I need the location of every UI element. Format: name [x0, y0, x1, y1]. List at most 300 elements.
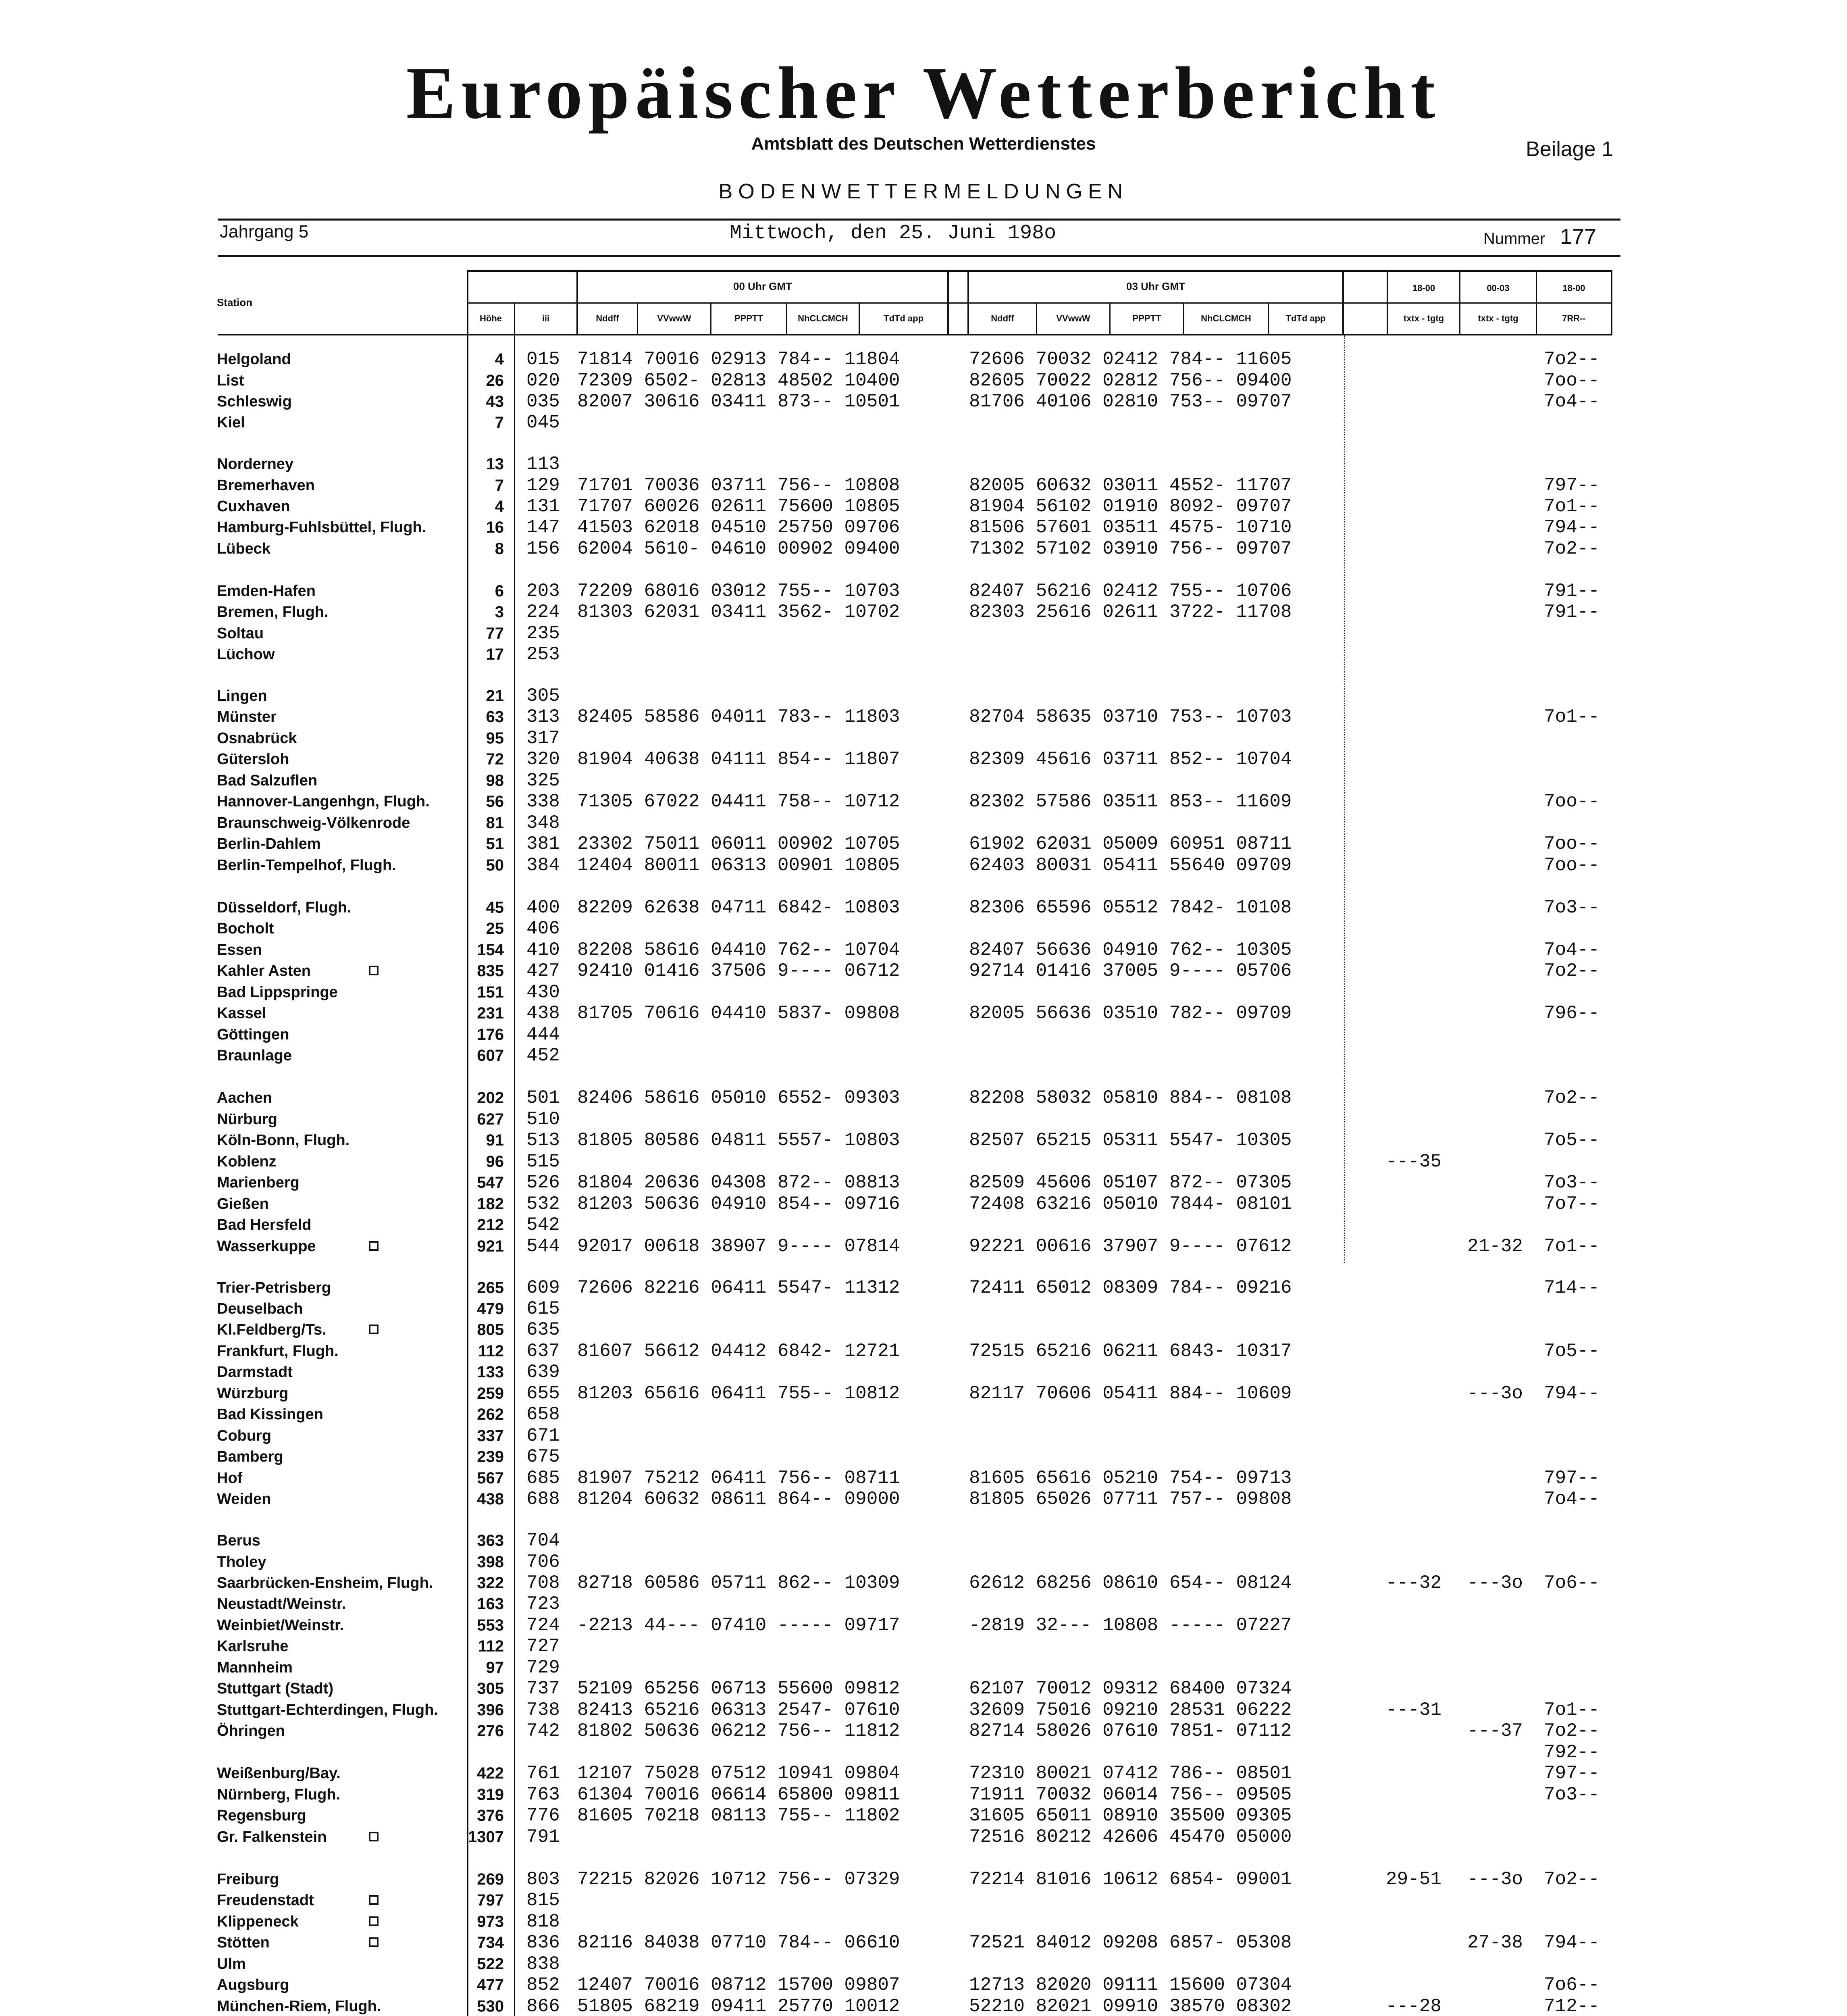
colhead-00-nddff: Nddff	[596, 313, 619, 323]
table-row	[0, 1087, 1847, 1108]
obs-03utc: 82303 25616 02611 3722- 11708	[969, 602, 1292, 623]
table-row	[0, 939, 1847, 960]
station-id: 706	[526, 1552, 560, 1572]
station-elevation: 133	[477, 1363, 504, 1381]
temp-00-03: 21-32	[1467, 1236, 1523, 1257]
station-id: 658	[526, 1404, 560, 1425]
station-id: 452	[526, 1045, 560, 1066]
station-id: 515	[526, 1151, 560, 1172]
obs-00utc: 82208 58616 04410 762-- 10704	[577, 939, 900, 960]
station-name: Berus	[217, 1532, 260, 1549]
header-rule-bottom	[218, 255, 1620, 257]
station-elevation: 567	[477, 1469, 504, 1487]
station-name: Weiden	[217, 1491, 271, 1508]
station-id: 838	[526, 1954, 560, 1974]
obs-00utc: 72606 82216 06411 5547- 11312	[577, 1277, 900, 1298]
obs-03utc: 12713 82020 09111 15600 07304	[969, 1974, 1292, 1995]
open-square-icon	[369, 1937, 379, 1947]
colhead-t2: 00-03	[1487, 283, 1510, 293]
station-id: 609	[526, 1277, 560, 1298]
station-name: Hof	[217, 1470, 243, 1487]
station-elevation: 8	[495, 540, 504, 558]
obs-03utc: 72411 65012 08309 784-- 09216	[969, 1277, 1292, 1298]
colhead-station: Station	[217, 296, 253, 308]
temp-00-03: ---3o	[1467, 1572, 1523, 1593]
precip-18-00: 796--	[1544, 1003, 1600, 1024]
station-id: 156	[526, 538, 560, 559]
obs-00utc: 81203 65616 06411 755-- 10812	[577, 1383, 900, 1404]
table-row	[0, 1024, 1847, 1045]
station-elevation: 182	[477, 1195, 504, 1213]
station-elevation: 151	[477, 983, 504, 1001]
obs-03utc: 62403 80031 05411 55640 09709	[969, 855, 1292, 876]
obs-00utc: 92017 00618 38907 9---- 07814	[577, 1236, 900, 1257]
station-name: Bremerhaven	[217, 477, 315, 494]
table-row	[0, 1362, 1847, 1383]
precip-18-00: 7oo--	[1544, 791, 1600, 812]
station-name: Gr. Falkenstein	[217, 1829, 327, 1845]
obs-00utc: 81907 75212 06411 756-- 08711	[577, 1468, 900, 1489]
obs-00utc: 92410 01416 37506 9---- 06712	[577, 960, 900, 981]
table-row	[0, 517, 1847, 538]
table-row	[0, 685, 1847, 706]
obs-03utc: 82302 57586 03511 853-- 11609	[969, 791, 1292, 812]
colhead-t1-sub: txtx - tgtg	[1403, 313, 1444, 323]
station-elevation: 91	[486, 1131, 504, 1149]
table-row	[0, 1932, 1847, 1953]
station-name: Wasserkuppe	[217, 1238, 316, 1255]
station-elevation: 176	[477, 1026, 504, 1043]
colhead-rule-top	[468, 270, 1612, 272]
station-elevation: 17	[486, 646, 504, 663]
station-name: Freiburg	[217, 1871, 279, 1888]
station-name: Tholey	[217, 1554, 266, 1570]
obs-00utc: 71707 60026 02611 75600 10805	[577, 496, 900, 517]
obs-03utc: 71302 57102 03910 756-- 09707	[969, 538, 1292, 559]
station-id: 235	[526, 623, 560, 644]
obs-03utc: 72521 84012 09208 6857- 05308	[969, 1932, 1292, 1953]
station-name: Ulm	[217, 1956, 246, 1972]
station-elevation: 6	[495, 582, 504, 600]
station-name: Augsburg	[217, 1976, 289, 1993]
table-row	[0, 349, 1847, 370]
col-divider-t2	[1536, 270, 1537, 335]
precip-18-00: 7o5--	[1544, 1341, 1600, 1362]
table-row	[0, 412, 1847, 433]
obs-00utc: 62004 5610- 04610 00902 09400	[577, 538, 900, 559]
precip-18-00: 797--	[1544, 1763, 1600, 1784]
station-name: Freudenstadt	[217, 1892, 314, 1909]
station-elevation: 269	[477, 1870, 504, 1888]
precip-18-00: 794--	[1544, 1383, 1600, 1404]
table-row	[0, 1383, 1847, 1404]
station-id: 637	[526, 1341, 560, 1362]
station-elevation: 72	[486, 750, 504, 768]
colhead-rule-mid	[468, 302, 1612, 304]
precip-18-00: 7o4--	[1544, 939, 1600, 960]
table-row	[0, 1742, 1847, 1763]
colhead-rule-bottom	[218, 334, 1612, 335]
precip-18-00: 7o1--	[1544, 1699, 1600, 1720]
header-rule-top	[218, 219, 1620, 221]
station-name: Düsseldorf, Flugh.	[217, 899, 352, 916]
obs-03utc: 72606 70032 02412 784-- 11605	[969, 349, 1292, 370]
table-row	[0, 960, 1847, 981]
obs-00utc: 41503 62018 04510 25750 09706	[577, 517, 900, 538]
station-id: 348	[526, 812, 560, 833]
obs-00utc: 82007 30616 03411 873-- 10501	[577, 391, 900, 412]
station-elevation: 322	[477, 1574, 504, 1592]
station-id: 675	[526, 1446, 560, 1467]
station-elevation: 112	[478, 1637, 504, 1655]
table-row	[0, 833, 1847, 854]
obs-00utc: 81904 40638 04111 854-- 11807	[577, 749, 900, 770]
obs-03utc: 82407 56216 02412 755-- 10706	[969, 581, 1292, 602]
table-row	[0, 581, 1847, 602]
table-row	[0, 1277, 1847, 1298]
station-name: Regensburg	[217, 1807, 306, 1824]
station-name: Kiel	[217, 414, 245, 431]
station-name: Kassel	[217, 1005, 266, 1022]
station-id: 400	[526, 897, 560, 918]
table-row	[0, 855, 1847, 876]
station-name: München-Riem, Flugh.	[217, 1998, 381, 2015]
obs-00utc: 71305 67022 04411 758-- 10712	[577, 791, 900, 812]
station-name: Kl.Feldberg/Ts.	[217, 1321, 327, 1338]
table-row	[0, 1003, 1847, 1024]
obs-00utc: 72215 82026 10712 756-- 07329	[577, 1869, 900, 1890]
obs-03utc: 81805 65026 07711 757-- 09808	[969, 1489, 1292, 1510]
station-name: Braunlage	[217, 1047, 292, 1064]
station-id: 742	[526, 1720, 560, 1741]
station-elevation: 77	[486, 625, 504, 642]
station-elevation: 396	[477, 1701, 504, 1719]
precip-18-00: 794--	[1544, 1932, 1600, 1953]
station-elevation: 154	[477, 941, 504, 959]
station-id: 427	[526, 960, 560, 981]
table-row	[0, 1996, 1847, 2016]
station-elevation: 163	[477, 1595, 504, 1613]
obs-03utc: 82714 58026 07610 7851- 07112	[969, 1720, 1292, 1741]
open-square-icon	[369, 1832, 379, 1841]
station-name: Nürburg	[217, 1111, 277, 1128]
obs-03utc: 82117 70606 05411 884-- 10609	[969, 1383, 1292, 1404]
station-name: Helgoland	[217, 351, 291, 368]
colhead-t3: 18-00	[1562, 283, 1585, 293]
station-name: Münster	[217, 708, 277, 725]
station-elevation: 477	[477, 1976, 504, 1994]
station-name: Trier-Petrisberg	[217, 1279, 331, 1296]
precip-18-00: 7o2--	[1544, 1087, 1600, 1108]
station-elevation: 239	[477, 1448, 504, 1466]
table-row	[0, 1657, 1847, 1678]
table-row	[0, 1319, 1847, 1340]
station-elevation: 202	[477, 1089, 504, 1107]
obs-03utc: 72516 80212 42606 45470 05000	[969, 1826, 1292, 1847]
table-row	[0, 623, 1847, 644]
station-elevation: 265	[477, 1279, 504, 1297]
table-row	[0, 1489, 1847, 1510]
station-elevation: 81	[486, 814, 504, 832]
station-elevation: 43	[486, 393, 504, 410]
station-elevation: 3	[495, 603, 504, 621]
station-id: 430	[526, 982, 560, 1003]
station-name: Bocholt	[217, 920, 274, 937]
obs-03utc: 32609 75016 09210 28531 06222	[969, 1699, 1292, 1720]
table-row	[0, 1404, 1847, 1425]
station-id: 526	[526, 1172, 560, 1193]
table-row	[0, 1341, 1847, 1362]
station-elevation: 797	[477, 1891, 504, 1909]
station-elevation: 259	[477, 1385, 504, 1402]
colhead-03-vvwww: VVwwW	[1056, 313, 1090, 323]
station-name: Nürnberg, Flugh.	[217, 1786, 341, 1803]
table-row	[0, 1425, 1847, 1446]
station-name: Weißenburg/Bay.	[217, 1765, 341, 1782]
table-row	[0, 1530, 1847, 1551]
station-elevation: 56	[486, 793, 504, 810]
station-elevation: 276	[477, 1722, 504, 1740]
station-id: 381	[526, 833, 560, 854]
precip-18-00: 7o6--	[1544, 1974, 1600, 1995]
colhead-hoehe: Höhe	[480, 313, 502, 323]
obs-03utc: 31605 65011 08910 35500 09305	[969, 1805, 1292, 1826]
obs-00utc: 51805 68219 09411 25770 10012	[577, 1996, 900, 2016]
obs-03utc: -2819 32--- 10808 ----- 07227	[969, 1615, 1292, 1636]
obs-00utc: 81605 70218 08113 755-- 11802	[577, 1805, 900, 1826]
station-name: Osnabrück	[217, 730, 297, 747]
station-id: 510	[526, 1109, 560, 1130]
temp-18-00: ---28	[1386, 1996, 1442, 2016]
station-id: 866	[526, 1996, 560, 2016]
station-elevation: 7	[495, 414, 504, 431]
obs-03utc: 82208 58032 05810 884-- 08108	[969, 1087, 1292, 1108]
temp-00-03: ---3o	[1467, 1869, 1523, 1890]
open-square-icon	[369, 966, 379, 975]
station-id: 131	[526, 496, 560, 517]
table-row	[0, 728, 1847, 749]
colhead-group00: 00 Uhr GMT	[733, 280, 792, 292]
table-row	[0, 538, 1847, 559]
station-name: Lübeck	[217, 540, 271, 557]
station-id: 410	[526, 939, 560, 960]
station-name: Koblenz	[217, 1153, 277, 1170]
obs-03utc: 72408 63216 05010 7844- 08101	[969, 1193, 1292, 1214]
precip-18-00: 7o2--	[1544, 538, 1600, 559]
colhead-00-pppt: PPPTT	[734, 313, 763, 323]
colhead-group03: 03 Uhr GMT	[1126, 280, 1185, 292]
station-elevation: 25	[486, 920, 504, 937]
station-name: Lingen	[217, 687, 267, 704]
obs-03utc: 82407 56636 04910 762-- 10305	[969, 939, 1292, 960]
table-row	[0, 897, 1847, 918]
obs-03utc: 82309 45616 03711 852-- 10704	[969, 749, 1292, 770]
station-id: 836	[526, 1932, 560, 1953]
precip-18-00: 792--	[1544, 1742, 1600, 1763]
station-id: 615	[526, 1298, 560, 1319]
station-name: Schleswig	[217, 393, 292, 410]
obs-03utc: 82605 70022 02812 756-- 09400	[969, 370, 1292, 391]
precip-18-00: 7o2--	[1544, 349, 1600, 370]
table-row	[0, 1720, 1847, 1741]
open-square-icon	[369, 1916, 379, 1926]
station-name: Stötten	[217, 1934, 270, 1951]
station-name: Cuxhaven	[217, 498, 290, 515]
table-row	[0, 1869, 1847, 1890]
obs-03utc: 92221 00616 37907 9---- 07612	[969, 1236, 1292, 1257]
table-row	[0, 1763, 1847, 1784]
station-elevation: 973	[477, 1913, 504, 1931]
station-name: Bad Hersfeld	[217, 1216, 312, 1233]
table-row	[0, 602, 1847, 623]
table-row	[0, 1974, 1847, 1995]
table-row	[0, 454, 1847, 475]
station-name: Stuttgart (Stadt)	[217, 1680, 334, 1697]
station-elevation: 13	[486, 455, 504, 473]
obs-03utc: 62612 68256 08610 654-- 08124	[969, 1572, 1292, 1593]
station-id: 818	[526, 1911, 560, 1932]
obs-00utc: 81203 50636 04910 854-- 09716	[577, 1193, 900, 1214]
table-row	[0, 1699, 1847, 1720]
obs-00utc: 81607 56612 04412 6842- 12721	[577, 1341, 900, 1362]
table-row	[0, 1552, 1847, 1572]
obs-03utc: 72310 80021 07412 786-- 08501	[969, 1763, 1292, 1784]
precip-18-00: 791--	[1544, 581, 1600, 602]
obs-03utc: 81904 56102 01910 8092- 09707	[969, 496, 1292, 517]
station-id: 738	[526, 1699, 560, 1720]
station-elevation: 63	[486, 708, 504, 726]
station-name: Mannheim	[217, 1659, 293, 1676]
station-id: 688	[526, 1489, 560, 1510]
obs-00utc: 72209 68016 03012 755-- 10703	[577, 581, 900, 602]
station-id: 325	[526, 770, 560, 791]
obs-03utc: 81506 57601 03511 4575- 10710	[969, 517, 1292, 538]
obs-03utc: 81605 65616 05210 754-- 09713	[969, 1468, 1292, 1489]
obs-03utc: 92714 01416 37005 9---- 05706	[969, 960, 1292, 981]
table-row	[0, 706, 1847, 727]
obs-03utc: 52210 82021 09910 38570 08302	[969, 1996, 1292, 2016]
obs-00utc: 23302 75011 06011 00902 10705	[577, 833, 900, 854]
obs-03utc: 82005 56636 03510 782-- 09709	[969, 1003, 1292, 1024]
precip-18-00: 7o3--	[1544, 897, 1600, 918]
colhead-03-nddff: Nddff	[991, 313, 1014, 323]
station-elevation: 97	[486, 1659, 504, 1677]
open-square-icon	[369, 1325, 379, 1334]
station-elevation: 337	[477, 1427, 504, 1445]
station-id: 727	[526, 1636, 560, 1657]
station-id: 685	[526, 1468, 560, 1489]
temp-00-03: ---3o	[1467, 1383, 1523, 1404]
open-square-icon	[369, 1895, 379, 1905]
station-id: 313	[526, 706, 560, 727]
col-divider-g03-end	[1342, 270, 1344, 335]
station-elevation: 1307	[468, 1828, 504, 1846]
table-row	[0, 1172, 1847, 1193]
station-name: Aachen	[217, 1089, 272, 1106]
table-row	[0, 791, 1847, 812]
station-elevation: 16	[486, 519, 504, 536]
station-elevation: 438	[477, 1490, 504, 1508]
obs-00utc: 81802 50636 06212 756-- 11812	[577, 1720, 900, 1741]
table-row	[0, 1784, 1847, 1805]
station-id: 320	[526, 749, 560, 770]
station-elevation: 363	[477, 1532, 504, 1549]
station-elevation: 553	[477, 1616, 504, 1634]
station-name: Emden-Hafen	[217, 583, 316, 600]
station-elevation: 98	[486, 772, 504, 789]
table-row	[0, 1636, 1847, 1657]
station-name: List	[217, 372, 244, 389]
station-id: 317	[526, 728, 560, 749]
station-name: Essen	[217, 941, 262, 958]
table-row	[0, 770, 1847, 791]
station-id: 723	[526, 1593, 560, 1614]
station-elevation: 547	[477, 1174, 504, 1191]
precip-18-00: 7o2--	[1544, 960, 1600, 981]
table-row	[0, 812, 1847, 833]
table-row	[0, 1572, 1847, 1593]
precip-18-00: 7o4--	[1544, 1489, 1600, 1510]
table-row	[0, 1678, 1847, 1699]
table-row	[0, 1045, 1847, 1066]
station-id: 338	[526, 791, 560, 812]
obs-00utc: 81303 62031 03411 3562- 10702	[577, 602, 900, 623]
station-name: Bad Kissingen	[217, 1406, 323, 1423]
obs-00utc: 12404 80011 06313 00901 10805	[577, 855, 900, 876]
station-name: Hamburg-Fuhlsbüttel, Flugh.	[217, 519, 426, 536]
station-name: Öhringen	[217, 1722, 285, 1739]
station-elevation: 522	[477, 1955, 504, 1973]
table-row	[0, 496, 1847, 517]
obs-00utc: 82413 65216 06313 2547- 07610	[577, 1699, 900, 1720]
station-elevation: 26	[486, 372, 504, 389]
precip-18-00: 791--	[1544, 602, 1600, 623]
obs-00utc: 12407 70016 08712 15700 09807	[577, 1974, 900, 1995]
obs-03utc: 61902 62031 05009 60951 08711	[969, 833, 1292, 854]
table-row	[0, 370, 1847, 391]
col-divider-t-start	[1387, 270, 1388, 335]
precip-18-00: 7o5--	[1544, 1130, 1600, 1151]
colhead-t3-sub: 7RR--	[1562, 313, 1586, 323]
station-id: 444	[526, 1024, 560, 1045]
station-id: 513	[526, 1130, 560, 1151]
table-row	[0, 644, 1847, 665]
station-id: 224	[526, 602, 560, 623]
precip-18-00: 7o3--	[1544, 1172, 1600, 1193]
station-elevation: 734	[477, 1934, 504, 1951]
station-id: 708	[526, 1572, 560, 1593]
table-row	[0, 1911, 1847, 1932]
station-id: 737	[526, 1678, 560, 1699]
page-subtitle: Amtsblatt des Deutschen Wetterdienstes	[751, 134, 1096, 154]
station-id: 406	[526, 918, 560, 939]
obs-03utc: 81706 40106 02810 753-- 09707	[969, 391, 1292, 412]
station-elevation: 376	[477, 1807, 504, 1824]
temp-18-00: ---31	[1386, 1699, 1442, 1720]
temp-18-00: ---35	[1386, 1151, 1442, 1172]
precip-18-00: 797--	[1544, 475, 1600, 496]
station-name: Bad Salzuflen	[217, 772, 318, 789]
station-name: Gütersloh	[217, 751, 289, 768]
station-name: Kahler Asten	[217, 962, 311, 979]
col-divider-g00-end	[947, 270, 949, 335]
precip-18-00: 714--	[1544, 1277, 1600, 1298]
colhead-03-dewpoint: TdTd app	[1285, 313, 1326, 323]
station-id: 532	[526, 1193, 560, 1214]
station-elevation: 805	[477, 1321, 504, 1339]
station-id: 791	[526, 1826, 560, 1847]
table-row	[0, 1214, 1847, 1235]
